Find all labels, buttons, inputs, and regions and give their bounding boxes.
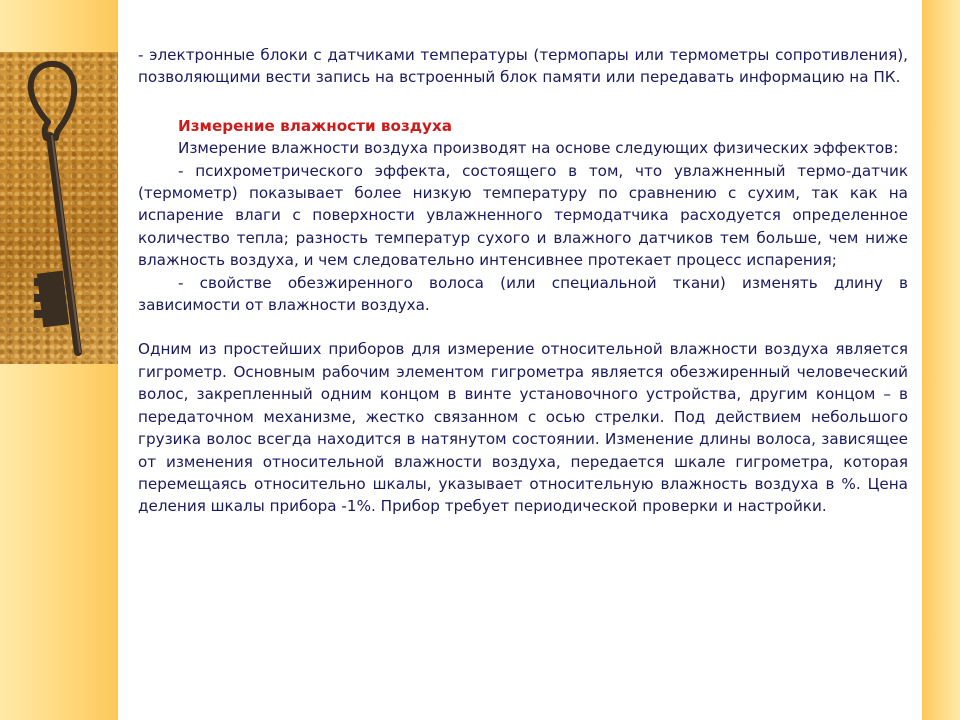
lead-text: Измерение влажности воздуха производят на основе следующих физических эффектов: xyxy=(178,139,899,158)
intro-text: - электронные блоки с датчиками температуры (термопары или термометры сопротивления), позволяющими вести запись на встроенный блок памяти или передавать информацию на ПК. xyxy=(138,46,908,87)
slide-content xyxy=(138,44,908,518)
key-icon xyxy=(0,52,118,364)
hygrometer-paragraph: Одним из простейших приборов для измерение относительной влажности воздуха является гигрометр. Основным рабочим элементом гигрометра является обезжиренный человеческий волос, закрепленный одним концом в винте установочного устройства, другим концом – в передаточном механизме, жестко связанном с осью стрелки. Под действием небольшого грузика волос всегда находится в натянутом состоянии. Изменение длины волоса, зависящее от изменения относительной влажности воздуха, передается шкале гигрометра, которая перемещаясь относительно шкалы, указывает относительную влажность воздуха в %. Цена деления шкалы прибора -1%. Прибор требует периодической проверки и настройки. xyxy=(138,340,908,516)
section-heading: Измерение влажности воздуха xyxy=(178,116,452,135)
right-decorative-bar xyxy=(922,0,960,720)
list-item-psychrometric: - психрометрического эффекта, состоящего в том, что увлажненный термо-датчик (термометр) показывает более низкую температуру по сравнению с сухим, так как на испарение влаги с поверхности увлажненного термодатчика расходуется определенное количество тепла; разность температур сухого и влажного датчиков тем больше, чем ниже влажность воздуха, и чем следовательно интенсивнее протекает процесс испарения; xyxy=(138,161,908,270)
list-item-hair: - свойстве обезжиренного волоса (или специальной ткани) изменять длину в зависимости от влажности воздуха. xyxy=(138,273,908,315)
old-key-image xyxy=(0,52,118,364)
